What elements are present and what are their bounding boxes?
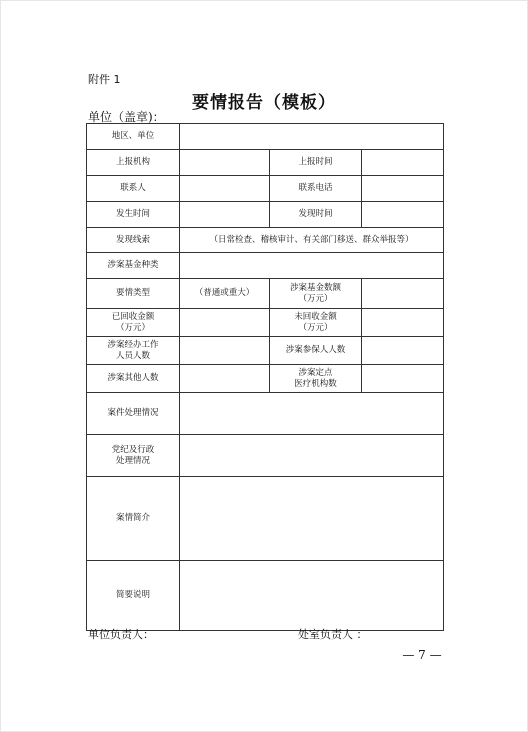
field-party-handling[interactable] [180,435,444,477]
field-report-time[interactable] [362,150,444,176]
field-contact-phone[interactable] [362,176,444,202]
table-row [87,561,444,631]
table-row [87,309,444,337]
label-report-time: 上报时间 [270,150,362,176]
unit-stamp-label: 单位（盖章)： [88,110,165,124]
field-recovered-amount[interactable] [180,309,270,337]
field-institution-count[interactable] [362,365,444,393]
table-row [87,253,444,279]
table-row [87,393,444,435]
report-form-table [86,123,444,631]
field-discover-time[interactable] [362,202,444,228]
table-row [87,337,444,365]
label-fund-type: 涉案基金种类 [87,253,180,279]
field-region-unit[interactable] [180,124,444,150]
label-case-summary: 案情简介 [87,477,180,561]
field-insured-count[interactable] [362,337,444,365]
label-occur-time: 发生时间 [87,202,180,228]
label-insured-count: 涉案参保人人数 [270,337,362,365]
table-row [87,435,444,477]
field-unrecovered-amount[interactable] [362,309,444,337]
field-fund-amount[interactable] [362,279,444,309]
field-discovery-clue[interactable]: （日常检查、稽核审计、有关部门移送、群众举报等） [180,228,444,253]
table-row [87,279,444,309]
table-row [87,150,444,176]
label-discover-time: 发现时间 [270,202,362,228]
label-recovered-amount: 已回收金额 （万元） [87,309,180,337]
field-occur-time[interactable] [180,202,270,228]
field-case-summary[interactable] [180,477,444,561]
label-brief-notes: 简要说明 [87,561,180,631]
page-number: — 7 — [402,648,442,662]
table-row [87,477,444,561]
label-party-handling: 党纪及行政 处理情况 [87,435,180,477]
attachment-label: 附件 1 [88,73,121,86]
field-case-type[interactable]: （普通或重大） [180,279,270,309]
label-case-type: 要情类型 [87,279,180,309]
label-contact-phone: 联系电话 [270,176,362,202]
label-contact: 联系人 [87,176,180,202]
unit-leader-label: 单位负责人： [88,628,154,641]
table-row [87,365,444,393]
field-contact[interactable] [180,176,270,202]
label-institution-count: 涉案定点 医疗机构数 [270,365,362,393]
label-unrecovered-amount: 未回收金额 （万元） [270,309,362,337]
table-row [87,176,444,202]
label-region-unit: 地区、单位 [87,124,180,150]
table-row [87,202,444,228]
field-brief-notes[interactable] [180,561,444,631]
label-others-count: 涉案其他人数 [87,365,180,393]
field-reporting-org[interactable] [180,150,270,176]
label-fund-amount: 涉案基金数额 （万元） [270,279,362,309]
table-row [87,124,444,150]
field-staff-count[interactable] [180,337,270,365]
label-case-handling: 案件处理情况 [87,393,180,435]
label-discovery-clue: 发现线索 [87,228,180,253]
document-title: 要情报告（模板） [192,93,336,113]
label-staff-count: 涉案经办工作 人员人数 [87,337,180,365]
label-reporting-org: 上报机构 [87,150,180,176]
field-case-handling[interactable] [180,393,444,435]
dept-leader-label: 处室负责人 ： [298,628,368,641]
field-fund-type[interactable] [180,253,444,279]
table-row [87,228,444,253]
field-others-count[interactable] [180,365,270,393]
